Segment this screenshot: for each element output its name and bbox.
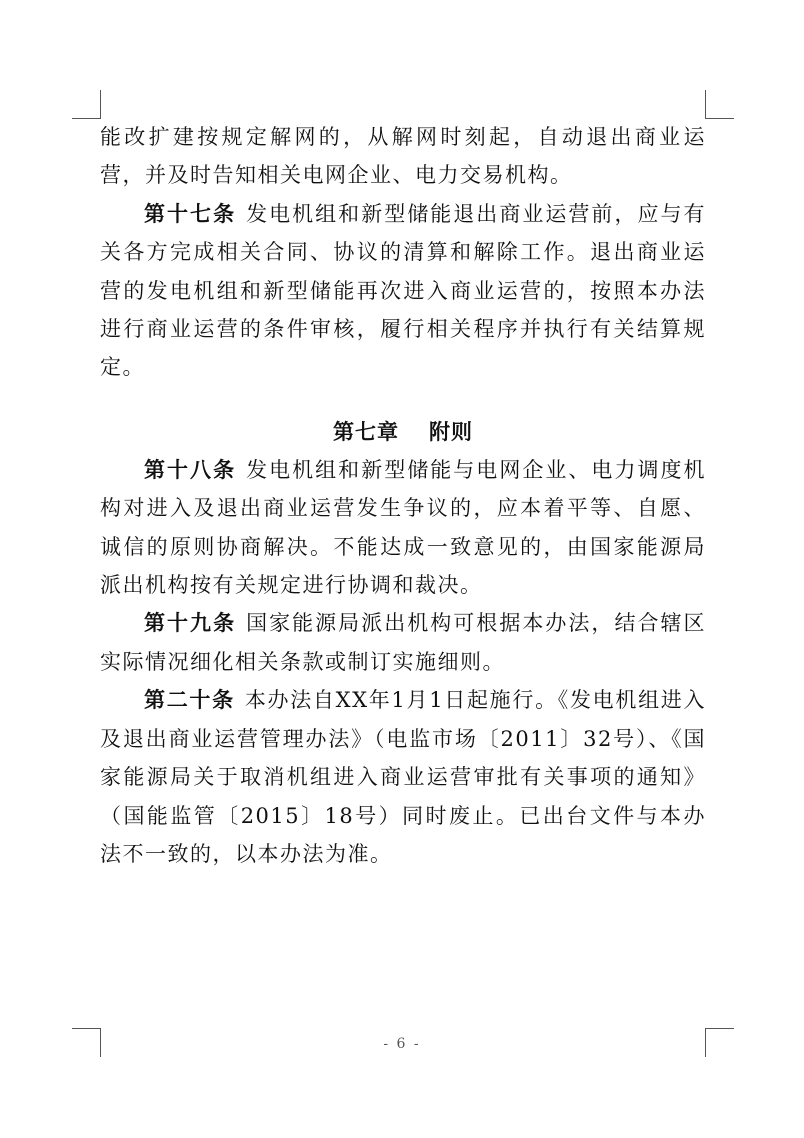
- article-17-text: 发电机组和新型储能退出商业运营前，应与有关各方完成相关合同、协议的清算和解除工作。退出商业运营的发电机组和新型储能再次进入商业运营的，按照本办法进行商业运营的条件审核，履行相关程序并执行有关结算规定。: [100, 201, 707, 380]
- article-19-label: 第十九条: [144, 610, 237, 636]
- article-17-label: 第十七条: [144, 200, 237, 226]
- document-body: [100, 118, 706, 873]
- chapter-title: 附则: [429, 418, 473, 444]
- crop-mark-top-left: [72, 90, 101, 119]
- chapter-heading: [100, 413, 706, 451]
- article-20-text: 本办法自XX年1月1日起施行。《发电机组进入及退出商业运营管理办法》（电监市场〔2011〕32号）、《国家能源局关于取消机组进入商业运营审批有关事项的通知》（国能监管〔2015〕18号）同时废止。已出台文件与本办法不一致的，以本办法为准。: [100, 688, 706, 866]
- article-19: [100, 604, 706, 681]
- continuation-paragraph: 能改扩建按规定解网的，从解网时刻起，自动退出商业运营，并及时告知相关电网企业、电力交易机构。: [100, 125, 706, 188]
- article-18: [100, 451, 706, 605]
- article-20: [100, 681, 706, 873]
- article-19-text: 国家能源局派出机构可根据本办法，结合辖区实际情况细化相关条款或制订实施细则。: [100, 611, 707, 674]
- article-18-label: 第十八条: [144, 456, 237, 482]
- article-18-text: 发电机组和新型储能与电网企业、电力调度机构对进入及退出商业运营发生争议的，应本着平等、自愿、诚信的原则协商解决。不能达成一致意见的，由国家能源局派出机构按有关规定进行协调和裁决。: [100, 457, 707, 598]
- article-17: [100, 195, 706, 387]
- chapter-number: 第七章: [333, 418, 399, 444]
- crop-mark-top-right: [705, 90, 734, 119]
- page-number: - 6 -: [383, 1036, 421, 1052]
- article-20-label: 第二十条: [144, 687, 235, 713]
